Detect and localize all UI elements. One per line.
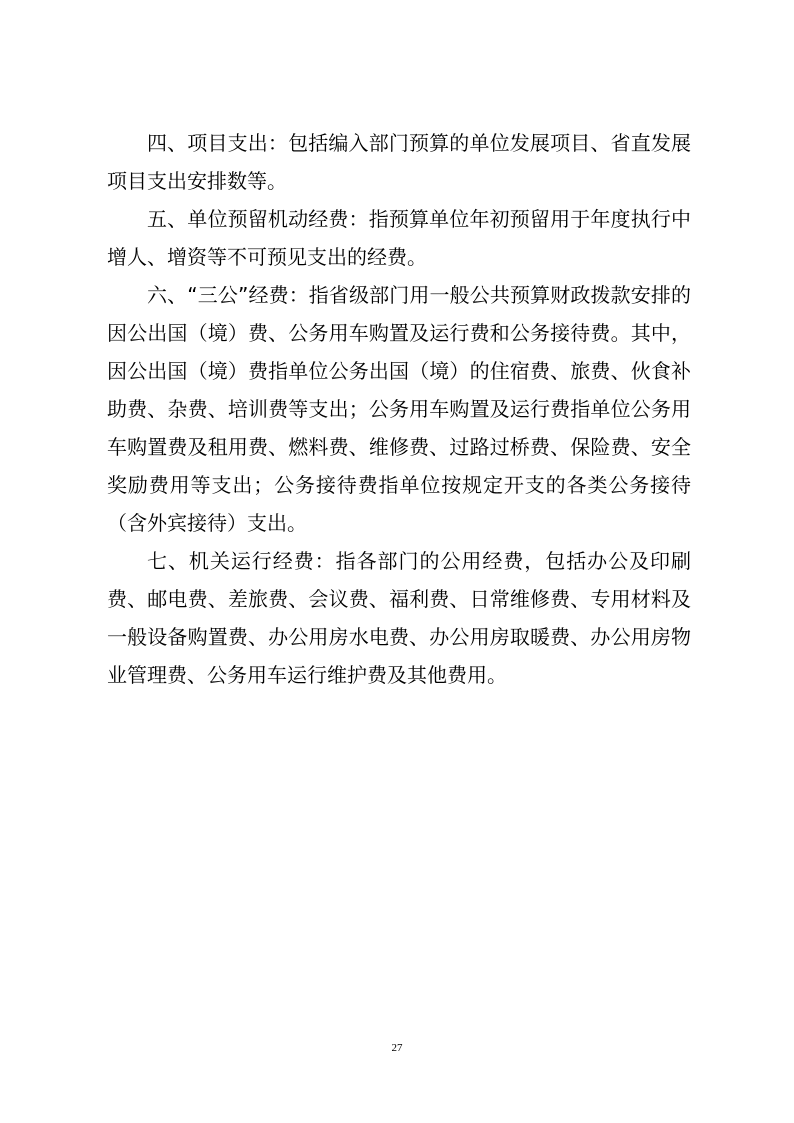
- paragraph-project-expenditure: 四、项目支出：包括编入部门预算的单位发展项目、省直发展项目支出安排数等。: [107, 131, 691, 193]
- page-number: 27: [391, 1042, 403, 1054]
- paragraph-operating-expenses: 七、机关运行经费：指各部门的公用经费，包括办公及印刷费、邮电费、差旅费、会议费、福利费、日常维修费、专用材料及一般设备购置费、办公用房水电费、办公用房取暖费、办公用房物业管理费、公务用车运行维护费及其他费用。: [107, 549, 691, 687]
- paragraph-three-public-expenses: 六、“三公”经费：指省级部门用一般公共预算财政拨款安排的因公出国（境）费、公务用车购置及运行费和公务接待费。其中，因公出国（境）费指单位公务出国（境）的住宿费、旅费、伙食补助费、杂费、培训费等支出；公务用车购置及运行费指单位公务用车购置费及租用费、燃料费、维修费、过路过桥费、保险费、安全奖励费用等支出；公务接待费指单位按规定开支的各类公务接待（含外宾接待）支出。: [107, 283, 691, 535]
- paragraph-reserve-funds: 五、单位预留机动经费：指预算单位年初预留用于年度执行中增人、增资等不可预见支出的经费。: [107, 207, 691, 269]
- document-body: [107, 124, 691, 694]
